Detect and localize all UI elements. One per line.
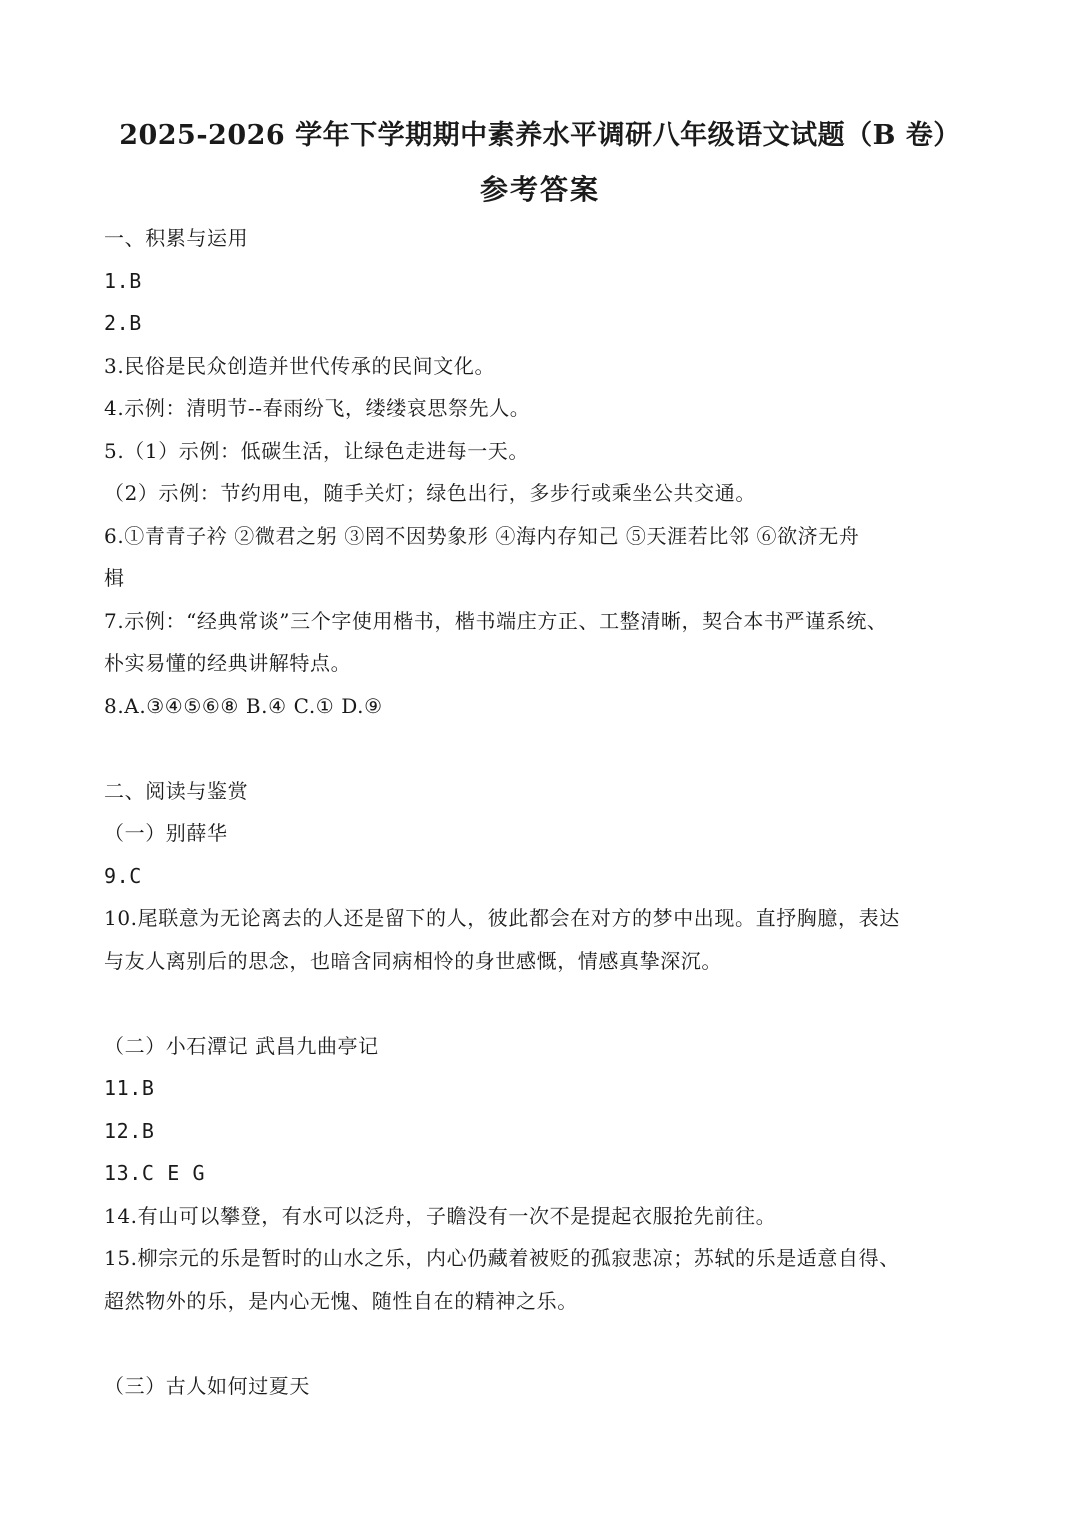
subsection-heading-3: （三）古人如何过夏天 xyxy=(104,1374,310,1398)
document-title: 2025-2026 学年下学期期中素养水平调研八年级语文试题（B 卷） xyxy=(119,120,961,151)
answer-10: 10.尾联意为无论离去的人还是留下的人，彼此都会在对方的梦中出现。直抒胸臆，表达 xyxy=(104,906,900,930)
answer-6: 6.①青青子衿 ②微君之躬 ③罔不因势象形 ④海内存知己 ⑤天涯若比邻 ⑥欲济无舟 xyxy=(104,524,860,548)
answer-8: 8.A.③④⑤⑥⑧ B.④ C.① D.⑨ xyxy=(104,694,383,718)
answer-2: 2.B xyxy=(104,311,142,335)
answer-11: 11.B xyxy=(104,1076,155,1100)
answer-13: 13.C E G xyxy=(104,1161,206,1185)
answer-15-continued: 超然物外的乐，是内心无愧、随性自在的精神之乐。 xyxy=(104,1289,578,1313)
answer-3: 3.民俗是民众创造并世代传承的民间文化。 xyxy=(104,354,496,378)
answer-4: 4.示例：清明节--春雨纷飞，缕缕哀思祭先人。 xyxy=(104,396,531,420)
answer-7-continued: 朴实易懂的经典讲解特点。 xyxy=(104,651,352,675)
document-subtitle: 参考答案 xyxy=(479,173,600,206)
answer-9: 9.C xyxy=(104,864,142,888)
answer-12: 12.B xyxy=(104,1119,155,1143)
answer-7: 7.示例：“经典常谈”三个字使用楷书，楷书端庄方正、工整清晰，契合本书严谨系统、 xyxy=(104,609,888,633)
section-heading-reading: 二、阅读与鉴赏 xyxy=(104,779,249,803)
subsection-heading-1: （一）别薛华 xyxy=(104,821,228,845)
answer-1: 1.B xyxy=(104,269,142,293)
answer-14: 14.有山可以攀登，有水可以泛舟，子瞻没有一次不是提起衣服抢先前往。 xyxy=(104,1204,777,1228)
answer-6-continued: 楫 xyxy=(104,566,125,590)
answer-10-continued: 与友人离别后的思念，也暗含同病相怜的身世感慨，情感真挚深沉。 xyxy=(104,949,722,973)
answer-5-part-1: 5.（1）示例：低碳生活，让绿色走进每一天。 xyxy=(104,439,530,463)
subsection-heading-2: （二）小石潭记 武昌九曲亭记 xyxy=(104,1034,379,1058)
section-heading-accumulation: 一、积累与运用 xyxy=(104,226,249,250)
answer-5-part-2: （2）示例：节约用电，随手关灯；绿色出行，多步行或乘坐公共交通。 xyxy=(104,481,756,505)
answer-15: 15.柳宗元的乐是暂时的山水之乐，内心仍藏着被贬的孤寂悲凉；苏轼的乐是适意自得、 xyxy=(104,1246,900,1270)
